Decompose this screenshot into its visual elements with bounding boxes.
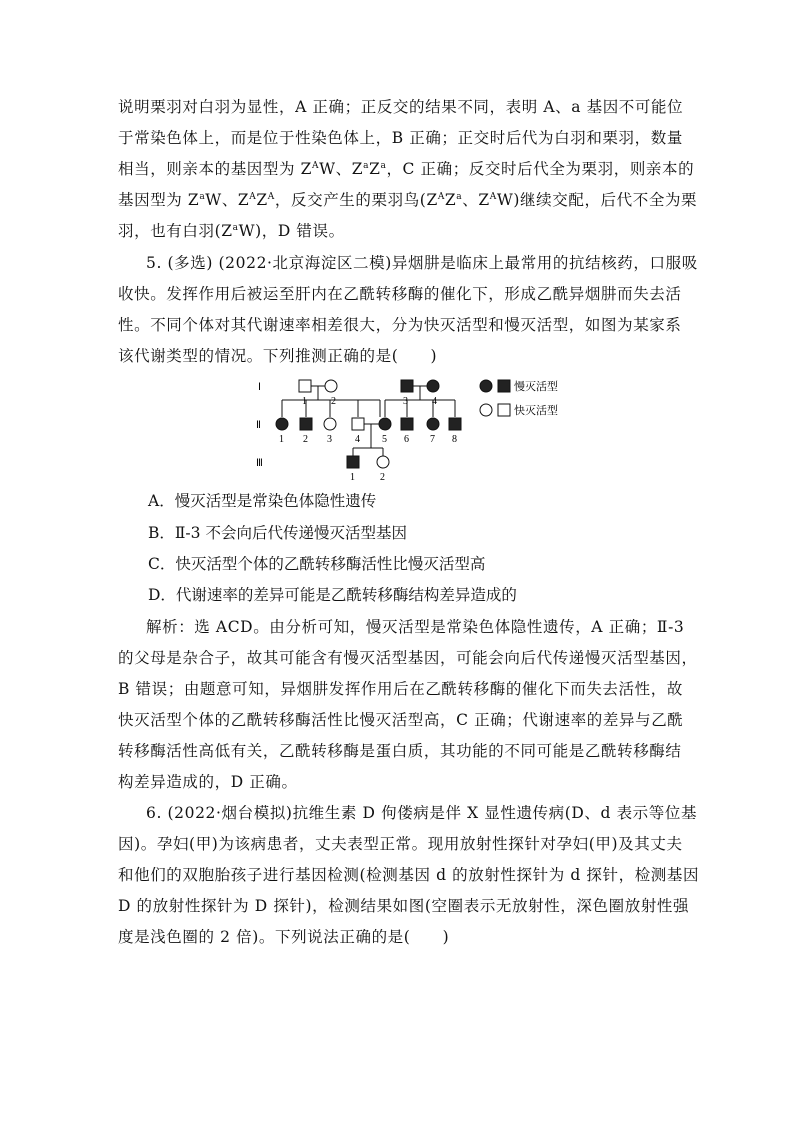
gen3-female-fast [377,456,389,468]
gen2-male-fast [352,418,364,430]
text-line: 基因型为 $Z^aW$、$Z^AZ^A$，反交产生的栗羽鸟($Z^AZ^a$、$Z^AW$)继续交配，后代不全为栗 [118,191,698,209]
question-6-stem [118,798,700,953]
gen2-female-slow [379,418,391,430]
individual-number: 1 [302,396,307,407]
legend-fast-label: 快灭活型 [514,405,558,417]
question-5-analysis [118,612,698,798]
text-line: 5. (多选) (2022·北京海淀区二模)异烟肼是临床上最常用的抗结核药，口服吸 [146,254,698,272]
option-b: B．Ⅱ-3 不会向后代传递慢灭活型基因 [148,524,407,542]
option-d: D．代谢速率的差异可能是乙酰转移酶结构差异造成的 [148,586,517,604]
individual-number: 4 [355,434,360,445]
legend-slow-male-icon [498,380,510,392]
text-line: 于常染色体上，而是位于性染色体上，B 正确；正交时后代为白羽和栗羽，数量 [118,129,683,147]
pedigree-diagram [250,376,580,486]
legend-slow-female-icon [480,380,492,392]
analysis-paragraph-previous [118,92,698,247]
individual-number: 1 [350,472,355,483]
text-line: 和他们的双胞胎孩子进行基因检测(检测基因 d 的放射性探针为 d 探针，检测基因 [118,866,700,884]
question-5-stem [118,248,698,372]
option-c: C．快灭活型个体的乙酰转移酶活性比慢灭活型高 [148,555,486,573]
gen2-female-slow [427,418,439,430]
text-line: 相当，则亲本的基因型为 $Z^AW$、$Z^aZ^a$，C 正确；反交时后代全为栗羽，则亲本的 [118,160,695,178]
legend-slow-label: 慢灭活型 [514,381,558,393]
gen1-female-fast [325,380,337,392]
text-line: B 错误；由题意可知，异烟肼发挥作用后在乙酰转移酶的催化下而失去活性，故 [118,680,683,698]
text-line: 转移酶活性高低有关，乙酰转移酶是蛋白质，其功能的不同可能是乙酰转移酶结 [118,742,682,760]
gen2-female-slow [276,418,288,430]
text-line: 6. (2022·烟台模拟)抗维生素 D 佝偻病是伴 X 显性遗传病(D、d 表示等位基 [146,804,698,822]
individual-number: 7 [430,434,435,445]
text-line: 说明栗羽对白羽为显性，A 正确；正反交的结果不同，表明 A、a 基因不可能位 [118,98,684,116]
text-line: 构差异造成的，D 正确。 [118,773,298,791]
individual-number: 6 [404,434,409,445]
generation-label: Ⅰ [258,382,261,393]
legend-fast-male-icon [498,404,510,416]
individual-number: 1 [279,434,284,445]
gen2-male-slow [300,418,312,430]
individual-number: 2 [303,434,308,445]
gen2-male-slow [449,418,461,430]
generation-label: Ⅱ [256,420,261,431]
text-line: 羽，也有白羽$(Z^aW)$，D 错误。 [118,222,345,240]
text-line: 快灭活型个体的乙酰转移酶活性比慢灭活型高，C 正确；代谢速率的差异与乙酰 [118,711,684,729]
text-line: 解析：选 ACD。由分析可知，慢灭活型是常染色体隐性遗传，A 正确；Ⅱ-3 [146,618,685,636]
gen1-male-slow [401,380,413,392]
individual-number: 2 [331,396,336,407]
text-line: 度是浅色圈的 2 倍)。下列说法正确的是( ) [118,928,450,946]
text-line: 该代谢类型的情况。下列推测正确的是( ) [118,347,438,365]
text-line: 性。不同个体对其代谢速率相差很大，分为快灭活型和慢灭活型，如图为某家系 [118,316,682,334]
text-line: 因)。孕妇(甲)为该病患者，丈夫表型正常。现用放射性探针对孕妇(甲)及其丈夫 [118,835,683,853]
gen1-female-slow [427,380,439,392]
gen1-male-fast [299,380,311,392]
individual-number: 3 [403,396,408,407]
individual-number: 4 [432,396,437,407]
text-line: D 的放射性探针为 D 探针)，检测结果如图(空圈表示无放射性，深色圈放射性强 [118,897,690,915]
option-a: A．慢灭活型是常染色体隐性遗传 [148,492,377,510]
legend-fast-female-icon [480,404,492,416]
gen3-male-slow [347,456,359,468]
gen2-female-fast [324,418,336,430]
text-line: 收快。发挥作用后被运至肝内在乙酰转移酶的催化下，形成乙酰异烟肼而失去活 [118,285,682,303]
individual-number: 3 [327,434,332,445]
gen2-male-slow [401,418,413,430]
individual-number: 8 [452,434,457,445]
individual-number: 2 [380,472,385,483]
text-line: 的父母是杂合子，故其可能含有慢灭活型基因，可能会向后代传递慢灭活型基因， [118,649,698,667]
individual-number: 5 [382,434,387,445]
generation-label: Ⅲ [256,458,263,469]
